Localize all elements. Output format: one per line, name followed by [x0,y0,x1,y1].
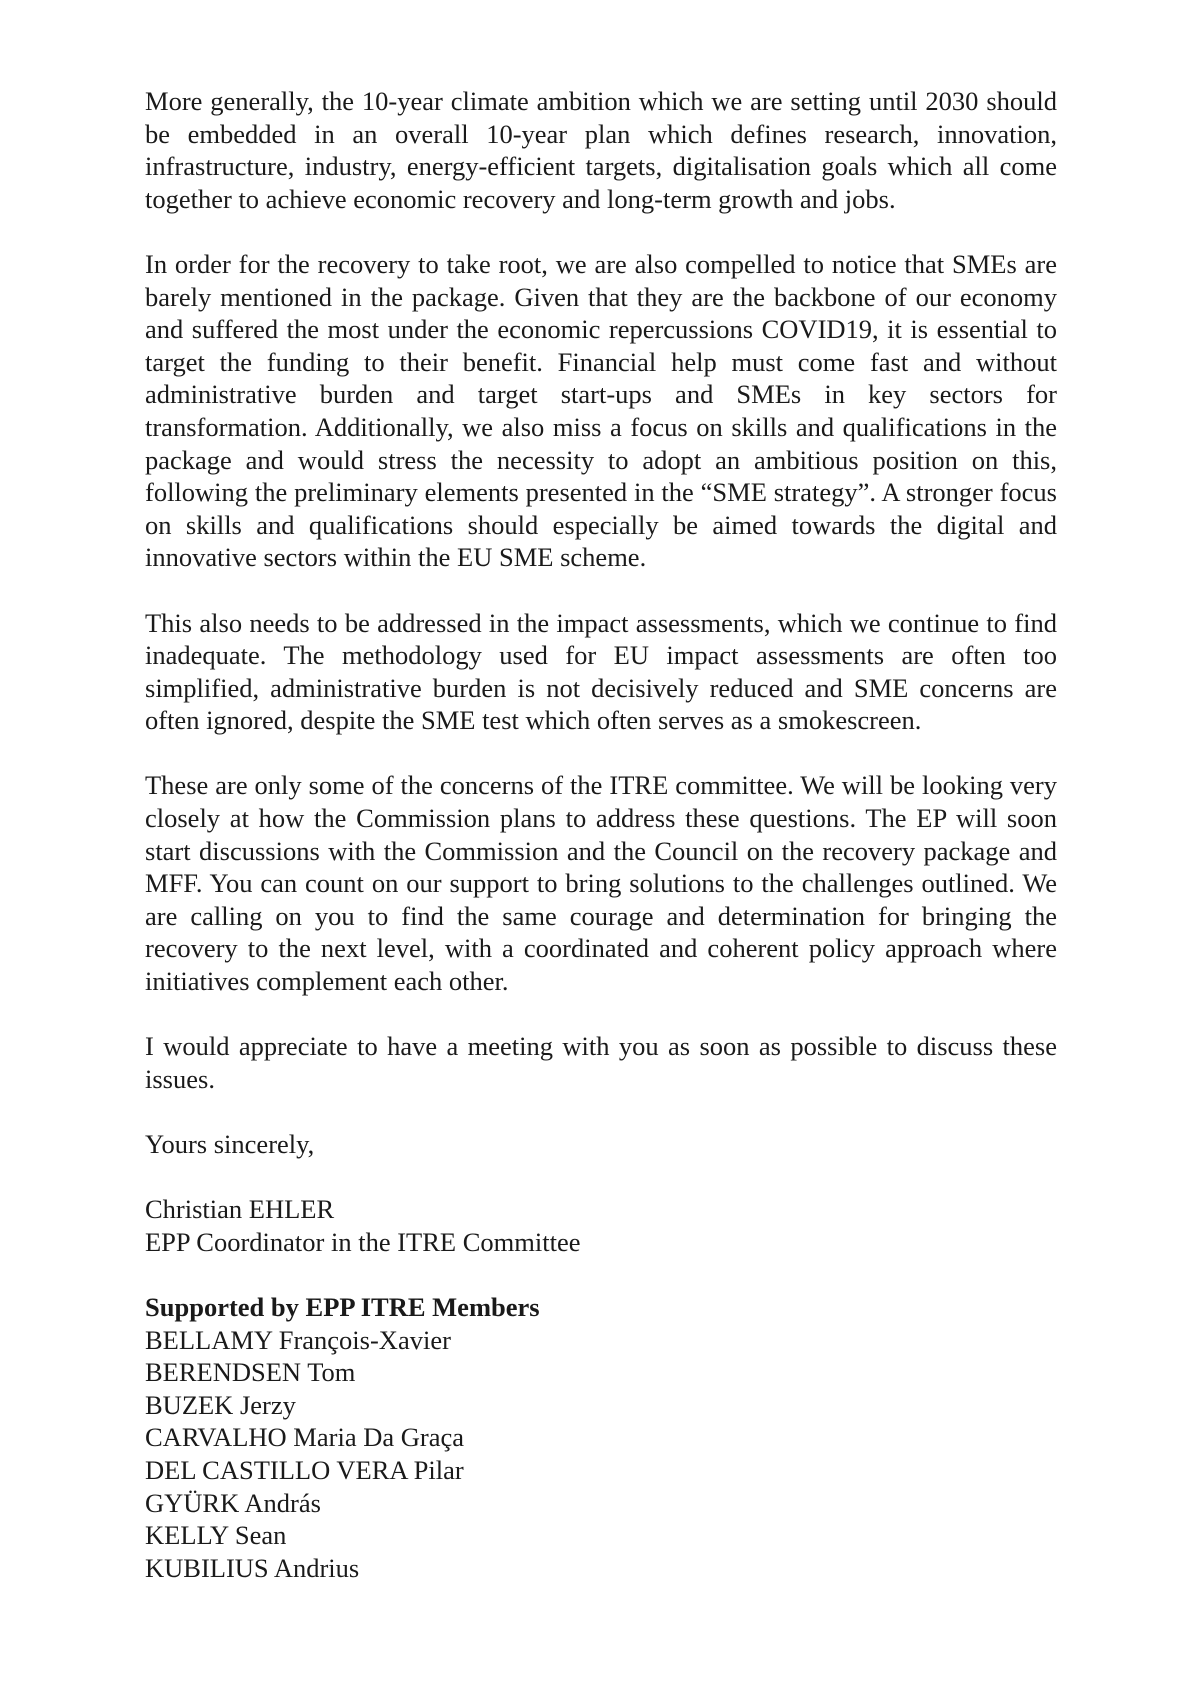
paragraph-impact-assessments: This also needs to be addressed in the impact assessments, which we continue to find inadequate. The methodology used for EU impact assessments are often too simplified, administrative burden is not decisively reduced and SME concerns are often ignored, despite the SME test which often serves as a smokescreen. [145,607,1057,736]
member-name: KUBILIUS Andrius [145,1552,360,1583]
members-heading: Supported by EPP ITRE Members [145,1291,540,1322]
closing: Yours sincerely, [145,1129,315,1159]
member-name: DEL CASTILLO VERA Pilar [145,1454,464,1485]
paragraph-spacer [145,1095,1057,1128]
member-name: CARVALHO Maria Da Graça [145,1422,464,1453]
member-name: GYÜRK András [145,1487,321,1518]
member-name: BUZEK Jerzy [145,1389,296,1420]
signatory-name: Christian EHLER [145,1194,335,1225]
letter-body [145,85,1057,1584]
paragraph-spacer [145,1161,1057,1194]
member-name: KELLY Sean [145,1520,287,1551]
signatory-title: EPP Coordinator in the ITRE Committee [145,1226,581,1257]
paragraph-spacer [145,215,1057,248]
paragraph-meeting-request: I would appreciate to have a meeting with you as soon as possible to discuss these issues. [145,1031,1057,1094]
members-list [145,1324,1057,1585]
paragraph-spacer [145,574,1057,607]
paragraph-smes: In order for the recovery to take root, we are also compelled to notice that SMEs are barely mentioned in the package. Given that they are the backbone of our economy and suffered the most under the economic repercussions COVID19, it is essential to target the funding to their benefit. Financial help must come fast and without administrative burden and target start-ups and SMEs in key sectors for transformation. Additionally, we also miss a focus on skills and qualifications in the package and would stress the necessity to adopt an ambitious position on this, following the preliminary elements presented in the “SME strategy”. A stronger focus on skills and qualifications should especially be aimed towards the digital and innovative sectors within the EU SME scheme. [145,248,1057,573]
paragraph-spacer [145,1258,1057,1291]
paragraph-itre-concerns: These are only some of the concerns of the ITRE committee. We will be looking very closely at how the Commission plans to address these questions. The EP will soon start discussions with the Commission and the Council on the recovery package and MFF. You can count on our support to bring solutions to the challenges outlined. We are calling on you to find the same courage and determination for bringing the recovery to the next level, with a coordinated and coherent policy approach where initiatives complement each other. [145,770,1057,997]
paragraph-spacer [145,998,1057,1031]
member-name: BELLAMY François-Xavier [145,1324,451,1355]
member-name: BERENDSEN Tom [145,1357,356,1388]
paragraph-climate-ambition: More generally, the 10-year climate ambition which we are setting until 2030 should be embedded in an overall 10-year plan which defines research, innovation, infrastructure, industry, energy-efficient targets, digitalisation goals which all come together to achieve economic recovery and long-term growth and jobs. [145,86,1057,214]
paragraph-spacer [145,737,1057,770]
